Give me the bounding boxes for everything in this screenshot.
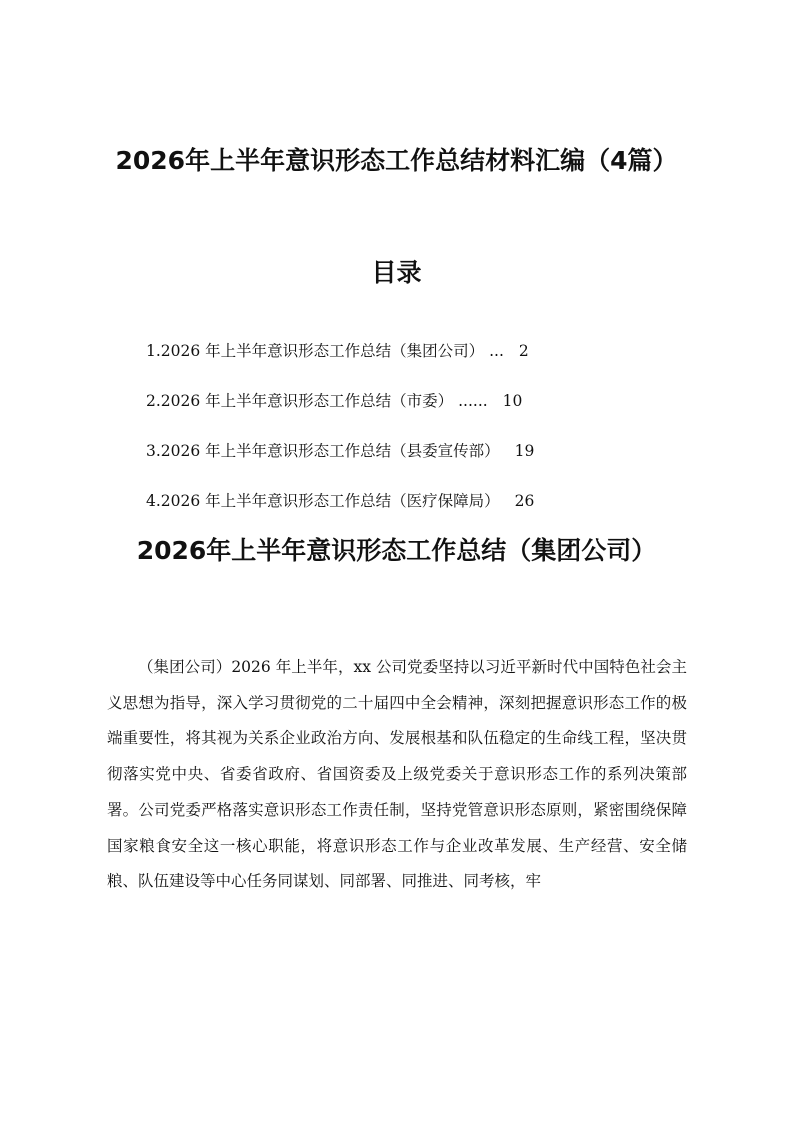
toc-entry-2[interactable] [146,384,706,434]
document-title: 2026年上半年意识形态工作总结材料汇编（4篇） [115,146,678,175]
toc-entry-1[interactable] [146,334,706,384]
toc-entry-label: 1.2026 年上半年意识形态工作总结（集团公司） [146,342,485,360]
toc-entry-leader: ...... [458,392,488,410]
toc-entry-page: 2 [518,342,529,360]
toc-entry-label: 3.2026 年上半年意识形态工作总结（县委宣传部） [146,442,500,460]
toc-entry-page: 26 [514,492,535,510]
toc-heading: 目录 [371,258,422,287]
table-of-contents [146,334,706,534]
section-title: 2026年上半年意识形态工作总结（集团公司） [136,536,657,565]
toc-entry-leader: ... [489,342,504,360]
toc-entry-page: 19 [514,442,535,460]
toc-entry-page: 10 [502,392,523,410]
toc-entry-4[interactable] [146,484,706,534]
toc-entry-label: 2.2026 年上半年意识形态工作总结（市委） [146,392,454,410]
toc-entry-3[interactable] [146,434,706,484]
toc-entry-label: 4.2026 年上半年意识形态工作总结（医疗保障局） [146,492,500,510]
body-paragraph: （集团公司）2026 年上半年，xx 公司党委坚持以习近平新时代中国特色社会主义思想为指导，深入学习贯彻党的二十届四中全会精神，深刻把握意识形态工作的极端重要性，将其视为关系企业政治方向、发展根基和队伍稳定的生命线工程，坚决贯彻落实党中央、省委省政府、省国资委及上级党委关于意识形态工作的系列决策部署。公司党委严格落实意识形态工作责任制，坚持党管意识形态原则，紧密围绕保障国家粮食安全这一核心职能，将意识形态工作与企业改革发展、生产经营、安全储粮、队伍建设等中心任务同谋划、同部署、同推进、同考核，牢 [107,658,687,891]
